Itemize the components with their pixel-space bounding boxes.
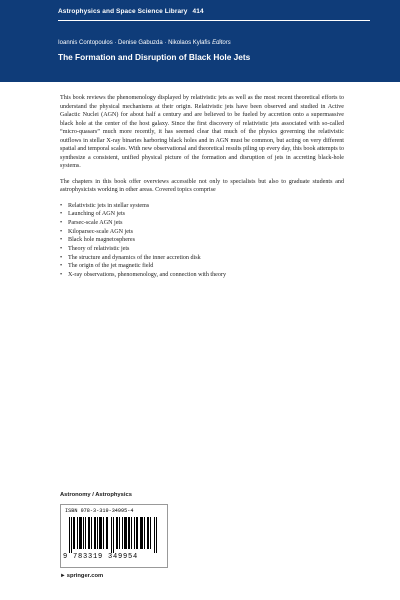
list-item [60,254,344,263]
editor-names: Ioannis Contopoulos · Denise Gabuzda · Nikolaos Kylafis [58,40,211,46]
header-band [0,0,400,82]
bullet-icon: • [60,219,63,226]
topic-text: Launching of AGN jets [68,211,126,218]
list-item [60,236,344,245]
list-item [60,271,344,280]
list-item [60,202,344,211]
book-title: The Formation and Disruption of Black Hole Jets [58,52,251,62]
bullet-icon: • [60,254,63,261]
bullet-icon: • [60,237,63,244]
bullet-icon: • [60,228,63,235]
bullet-icon: • [60,246,63,253]
topic-text: Parsec-scale AGN jets [68,219,123,226]
editors-line [58,40,231,46]
arrow-right-icon: ► [60,573,66,579]
description-paragraph-1: This book reviews the phenomenology displayed by relativistic jets as well as the most recent theoretical efforts to understand the physical mechanisms at their origin. Relativistic jets have been observed and studied in Active Galactic Nuclei (AGN) for about half a century and are believed to be fueled by accretion onto a supermassive black hole at the center of the host galaxy. Since the first discovery of relativistic jets associated with so-called “micro-quasars” much more recently, it has seemed clear that much of the physics governing the relativistic outflows in stellar X-ray binaries harboring black holes and in AGN must be common, but acting on very different spatial and temporal scales. With new observational and theoretical results piling up every day, this book attempts to synthesize a consistent, unified physical picture of the formation and disruption of jets in accreting black-hole systems. [60,95,344,169]
publisher-website[interactable] [60,573,103,579]
list-item [60,245,344,254]
header-divider [58,20,370,21]
list-item [60,219,344,228]
description-paragraph-2: The chapters in this book offer overviews accessible not only to specialists but also to graduate students and astrophysicists working in other areas. Covered topics comprise [60,178,344,193]
topic-text: Theory of relativistic jets [68,246,130,253]
topics-list [60,202,344,280]
website-text[interactable]: springer.com [66,573,104,579]
series-name: Astrophysics and Space Science Library [58,8,188,15]
topic-text: X-ray observations, phenomenology, and connection with theory [68,272,227,279]
bullet-icon: • [60,272,63,279]
bullet-icon: • [60,263,63,270]
isbn-label: ISBN 978-3-319-34995-4 [65,508,134,514]
subject-category: Astronomy / Astrophysics [60,492,132,498]
description-body [60,94,344,280]
barcode-digits: 9 783319 349954 [63,553,139,561]
editors-role: Editors [212,40,231,46]
isbn-barcode [60,504,168,568]
topic-text: Kiloparsec-scale AGN jets [68,228,133,235]
topic-text: Relativistic jets in stellar systems [68,202,150,209]
bullet-icon: • [60,211,63,218]
topic-text: The origin of the jet magnetic field [68,263,154,270]
topic-text: Black hole magnetospheres [68,237,136,244]
list-item [60,228,344,237]
bullet-icon: • [60,202,63,209]
barcode-icon [69,517,159,553]
list-item [60,210,344,219]
series-volume: 414 [192,8,204,15]
series-line [58,8,204,15]
topic-text: The structure and dynamics of the inner accretion disk [68,254,201,261]
list-item [60,262,344,271]
